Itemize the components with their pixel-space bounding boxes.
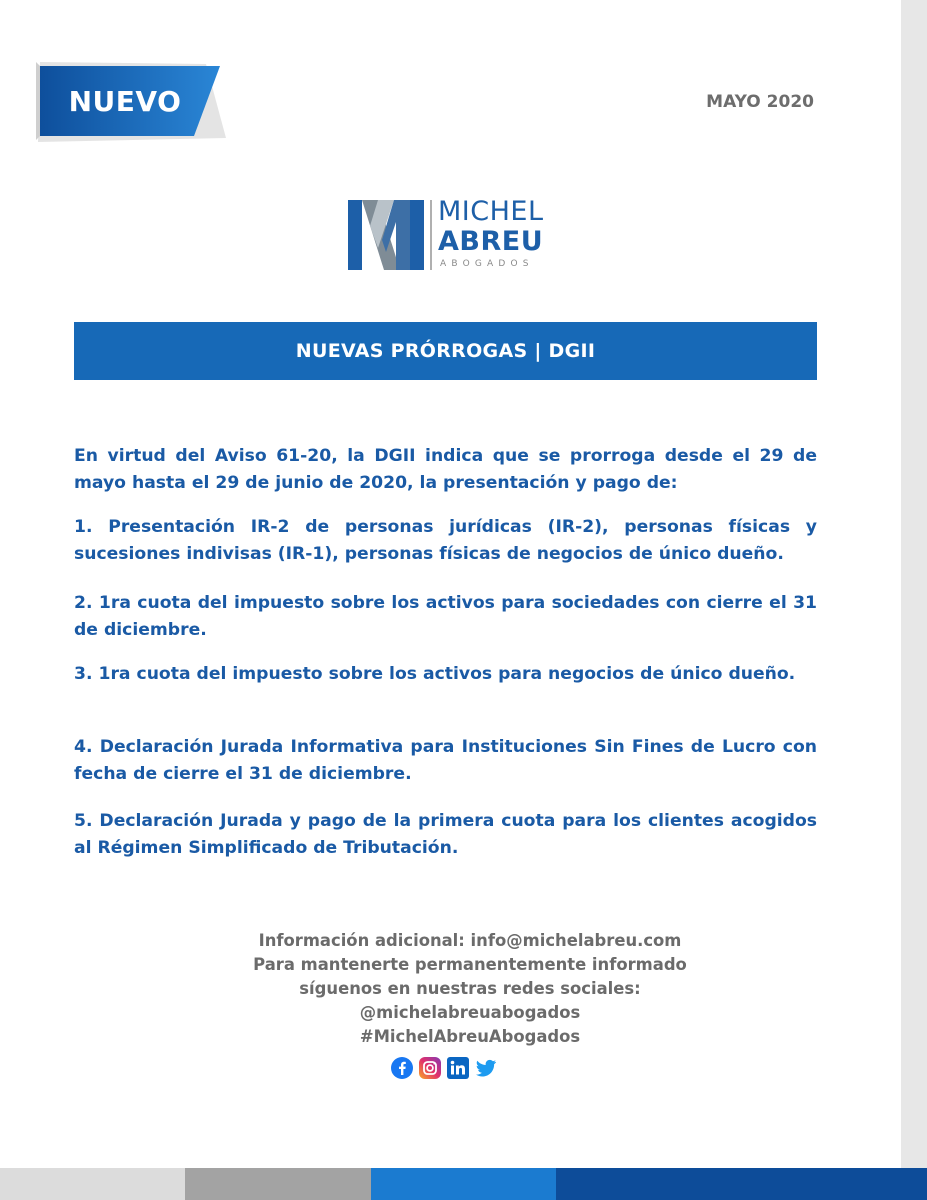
logo-subtitle: ABOGADOS bbox=[440, 259, 534, 269]
list-item-text: Presentación IR-2 de personas jurídicas (IR-2), personas físicas y sucesiones indivisas (IR-1), personas físicas de negocios de único dueño. bbox=[74, 517, 817, 564]
facebook-icon[interactable] bbox=[390, 1056, 414, 1080]
list-item-number: 5. bbox=[74, 811, 93, 831]
footer-line-3: síguenos en nuestras redes sociales: bbox=[299, 979, 641, 998]
list-item-text: 1ra cuota del impuesto sobre los activos para negocios de único dueño. bbox=[98, 664, 796, 684]
banner-title: NUEVAS PRÓRROGAS | DGII bbox=[295, 340, 596, 362]
linkedin-icon[interactable] bbox=[446, 1056, 470, 1080]
list-item-number: 4. bbox=[74, 737, 93, 757]
social-icons bbox=[390, 1056, 498, 1080]
title-banner bbox=[74, 322, 817, 380]
list-item bbox=[74, 514, 817, 568]
bottom-bar-segment-dark-blue-2 bbox=[742, 1168, 927, 1200]
list-item bbox=[74, 734, 817, 788]
bottom-bar-segment-blue bbox=[371, 1168, 556, 1200]
michel-abreu-logo-mark bbox=[348, 200, 424, 270]
list-item-text: Declaración Jurada Informativa para Instituciones Sin Fines de Lucro con fecha de cierre el 31 de diciembre. bbox=[74, 737, 818, 784]
list-item-text: Declaración Jurada y pago de la primera cuota para los clientes acogidos al Régimen Simplificado de Tributación. bbox=[74, 811, 817, 858]
footer-hashtag[interactable]: #MichelAbreuAbogados bbox=[359, 1027, 581, 1046]
logo-name-abreu: ABREU bbox=[438, 226, 544, 257]
footer-handle[interactable]: @michelabreuabogados bbox=[359, 1003, 581, 1022]
intro-paragraph: En virtud del Aviso 61-20, la DGII indica que se prorroga desde el 29 de mayo hasta el 29 de junio de 2020, la presentación y pago de: bbox=[74, 446, 817, 493]
bottom-color-bar bbox=[0, 1168, 927, 1200]
twitter-icon[interactable] bbox=[474, 1056, 498, 1080]
list-item-text: 1ra cuota del impuesto sobre los activos para sociedades con cierre el 31 de diciembre. bbox=[74, 593, 818, 640]
footer-contact-line: Información adicional: info@michelabreu.com bbox=[258, 931, 682, 950]
logo-name-michel: MICHEL bbox=[438, 196, 544, 227]
list-item bbox=[74, 590, 817, 644]
right-edge-strip bbox=[901, 0, 927, 1200]
list-item bbox=[74, 808, 817, 862]
nuevo-ribbon-label: NUEVO bbox=[68, 84, 182, 118]
logo-divider bbox=[430, 200, 432, 270]
footer-info bbox=[150, 929, 790, 1049]
date-label: MAYO 2020 bbox=[706, 92, 814, 112]
list-item-number: 1. bbox=[74, 517, 93, 537]
list-item-number: 3. bbox=[74, 664, 93, 684]
footer-line-2: Para mantenerte permanentemente informado bbox=[253, 955, 687, 974]
bottom-bar-segment-gray bbox=[185, 1168, 370, 1200]
instagram-icon[interactable] bbox=[418, 1056, 442, 1080]
bottom-bar-segment-dark-blue bbox=[556, 1168, 741, 1200]
list-item-number: 2. bbox=[74, 593, 93, 613]
list-item bbox=[74, 661, 817, 688]
bottom-bar-segment-light bbox=[0, 1168, 185, 1200]
